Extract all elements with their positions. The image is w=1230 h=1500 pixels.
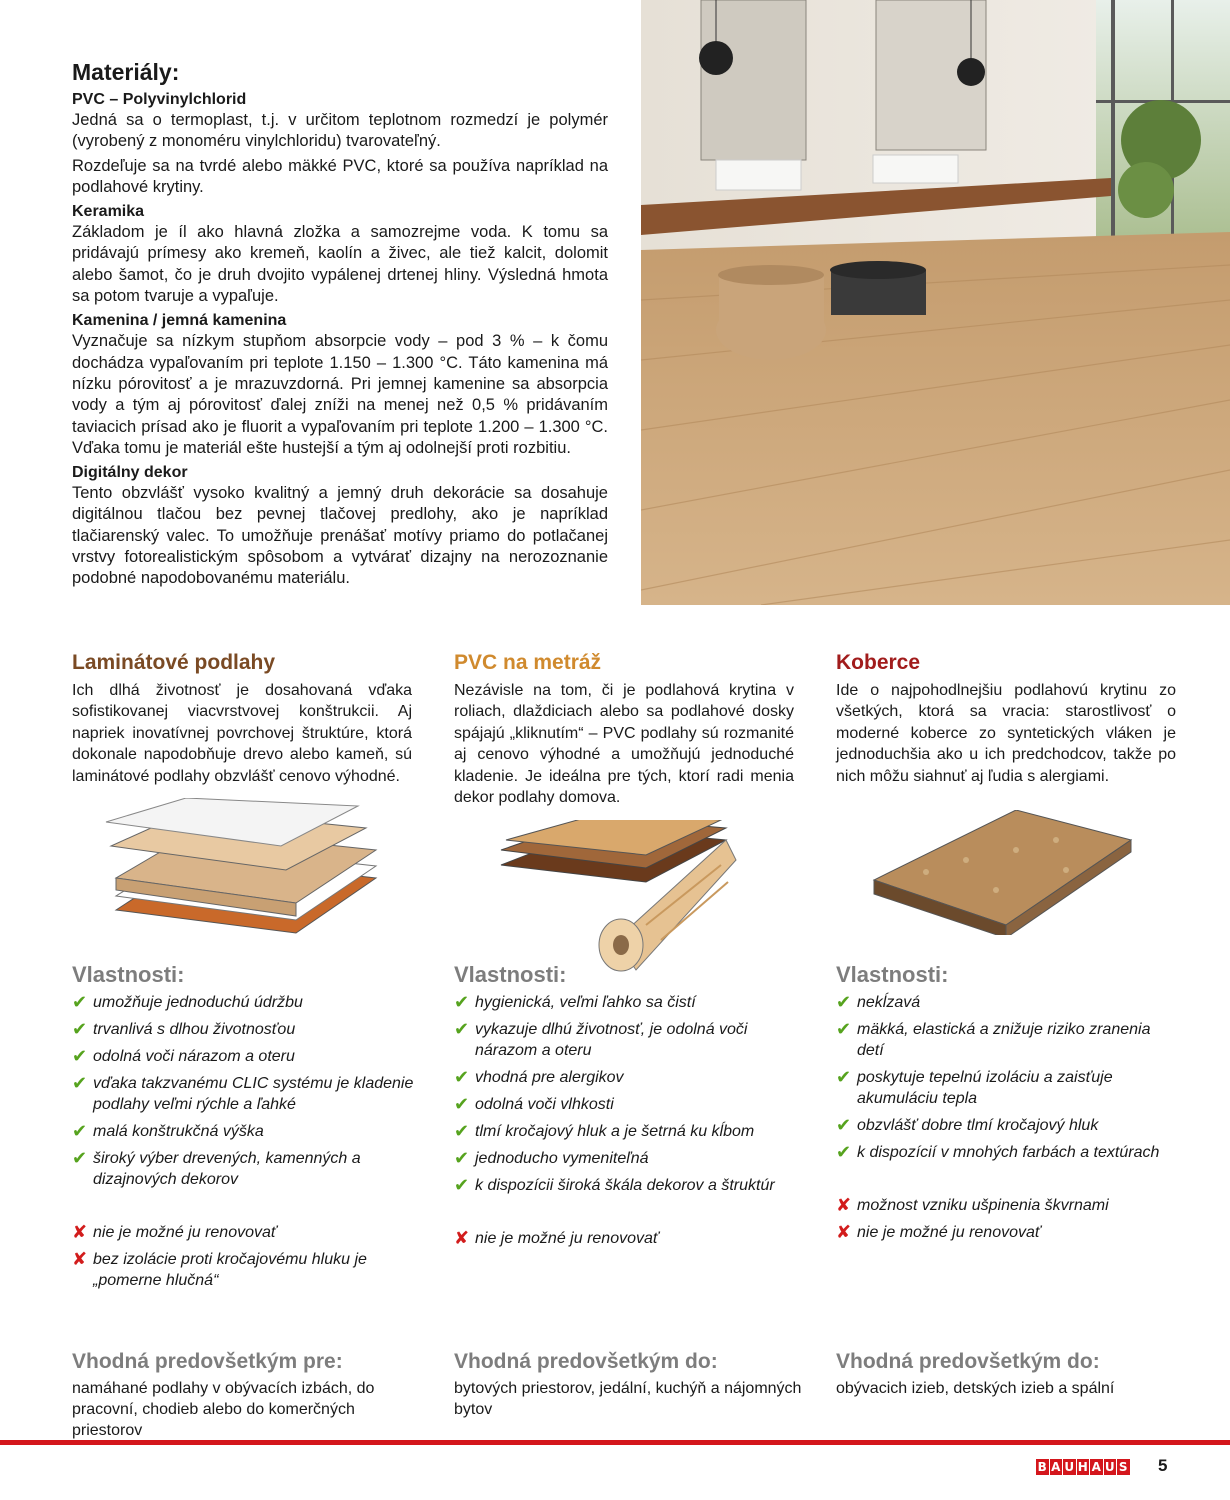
pvc-pro-item: ✔ odolná voči vlhkosti	[454, 1094, 614, 1114]
check-icon: ✔	[454, 1094, 470, 1114]
cross-icon: ✘	[836, 1195, 852, 1215]
carpet-title: Koberce	[836, 651, 921, 674]
cross-icon: ✘	[72, 1249, 88, 1269]
page-number: 5	[1158, 1456, 1168, 1475]
check-icon: ✔	[836, 992, 852, 1012]
cross-icon: ✘	[72, 1222, 88, 1242]
pvc-suitable-text: bytových priestorov, jedální, kuchýň a nájomných bytov	[454, 1380, 802, 1418]
pvc-con-item: ✘ nie je možné ju renovovať	[454, 1228, 659, 1248]
pvc-suitable-title: Vhodná predovšetkým do:	[454, 1350, 718, 1373]
check-icon: ✔	[72, 1073, 88, 1093]
carpet-pro-item: ✔ obzvlášť dobre tlmí kročajový hluk	[836, 1115, 1099, 1135]
carpet-pro-item: ✔ poskytuje tepelnú izoláciu a zaisťuje akumuláciu tepla	[836, 1067, 1113, 1107]
materials-title: Materiály:	[72, 59, 180, 85]
pvc-title: PVC na metráž	[454, 651, 602, 674]
laminate-column	[72, 648, 412, 787]
pvc-pro-item: ✔ hygienická, veľmi ľahko sa čistí	[454, 992, 696, 1012]
cross-icon: ✘	[454, 1228, 470, 1248]
laminate-pro-item: ✔ široký výber drevených, kamenných a dizajnových dekorov	[72, 1148, 361, 1188]
pvc-heading: PVC – Polyvinylchlorid	[72, 91, 247, 108]
check-icon: ✔	[454, 1148, 470, 1168]
carpet-layers-illustration	[866, 810, 1136, 935]
check-icon: ✔	[72, 1148, 88, 1168]
materials-section	[72, 58, 608, 593]
pvc-properties-title: Vlastnosti:	[454, 962, 567, 987]
pvc-properties	[454, 962, 799, 1255]
check-icon: ✔	[836, 1142, 852, 1162]
check-icon: ✔	[72, 1019, 88, 1039]
laminate-pro-item: ✔ umožňuje jednoduchú údržbu	[72, 992, 303, 1012]
check-icon: ✔	[454, 1067, 470, 1087]
carpet-pro-item: ✔ mäkká, elastická a znižuje riziko zranenia detí	[836, 1019, 1151, 1059]
cross-icon: ✘	[836, 1222, 852, 1242]
laminate-description: Ich dlhá životnosť je dosahovaná vďaka sofistikovanej viacvrstvovej konštrukcii. Aj napriek inovatívnej povrchovej štruktúre, ktorá dokonale napodobňuje drevo alebo kameň, sú laminátové podlahy obzvlášť cenovo výhodné.	[72, 682, 412, 785]
laminate-pro-item: ✔ malá konštrukčná výška	[72, 1121, 264, 1141]
check-icon: ✔	[454, 1019, 470, 1039]
bathroom-floor-photo	[641, 0, 1230, 605]
pvc-roll-illustration	[496, 820, 746, 975]
laminate-title: Laminátové podlahy	[72, 651, 276, 674]
ceramics-heading: Keramika	[72, 203, 145, 221]
laminate-con-item: ✘ nie je možné ju renovovať	[72, 1222, 277, 1242]
pvc-pro-item: ✔ vykazuje dlhú životnosť, je odolná voči nárazom a oteru	[454, 1019, 748, 1059]
laminate-suitable-text: namáhané podlahy v obývacích izbách, do pracovní, chodieb alebo do komerčných priestorov	[72, 1380, 375, 1439]
carpet-pro-item: ✔ nekĺzavá	[836, 992, 921, 1012]
pvc-pro-item: ✔ vhodná pre alergikov	[454, 1067, 624, 1087]
ceramics-paragraph: Základom je íl ako hlavná zložka a samozrejme voda. K tomu sa pridávajú prímesy ako kremeň, kaolín a živec, ale tiež kalcit, dolomit alebo šamot, čo je druh dvojito vypálenej drtenej hliny. Výsledná hmota sa potom tvaruje a vypaľuje.	[72, 223, 608, 306]
carpet-suitable	[836, 1348, 1186, 1399]
laminate-pro-item: ✔ odolná voči nárazom a oteru	[72, 1046, 295, 1066]
check-icon: ✔	[72, 1046, 88, 1066]
check-icon: ✔	[836, 1019, 852, 1039]
pvc-paragraph-1: Jedná sa o termoplast, t.j. v určitom teplotnom rozmedzí je polymér (vyrobený z monoméru vinylchloridu) tvarovateľný.	[72, 111, 608, 151]
laminate-pro-item: ✔ trvanlivá s dlhou životnosťou	[72, 1019, 296, 1039]
check-icon: ✔	[836, 1115, 852, 1135]
stoneware-paragraph: Vyznačuje sa nízkym stupňom absorpcie vody – pod 3 % – k čomu dochádza vypaľovaním pri teplote 1.150 – 1.300 °C. Táto kamenina má nízku pórovitosť a je mrazuvzdorná. Pri jemnej kamenine sa absorpcia vody a tým aj pórovitosť ďalej zníži na menej než 0,5 % pridávaním taviacich prísad ako je fluorit a vypaľovaním pri teplote 1.200 – 1.300 °C. Vďaka tomu je materiál ešte hustejší a tým aj odolnejší proti rozbitiu.	[72, 332, 608, 457]
pvc-description: Nezávisle na tom, či je podlahová krytina v roliach, dlaždiciach alebo sa podlahové dosky spájajú „kliknutím“ – PVC podlahy sú rozmanité aj cenovo výhodné a umožňujú jednoduché kladenie. Je ideálna pre tých, ktorí radi menia dekor podlahy domova.	[454, 682, 794, 807]
carpet-column	[836, 648, 1176, 787]
pvc-suitable	[454, 1348, 804, 1420]
carpet-suitable-text: obývacich izieb, detských izieb a spální	[836, 1380, 1115, 1397]
carpet-pro-item: ✔ k dispozícií v mnohých farbách a textúrach	[836, 1142, 1160, 1162]
check-icon: ✔	[72, 992, 88, 1012]
carpet-con-item: ✘ nie je možné ju renovovať	[836, 1222, 1041, 1242]
bauhaus-logo: B A U H A U S	[1037, 1460, 1128, 1474]
laminate-properties	[72, 962, 417, 1297]
pvc-paragraph-2: Rozdeľuje sa na tvrdé alebo mäkké PVC, ktoré sa používa napríklad na podlahové krytiny.	[72, 156, 608, 196]
laminate-suitable-title: Vhodná predovšetkým pre:	[72, 1350, 343, 1373]
carpet-con-item: ✘ možnost vzniku ušpinenia škvrnami	[836, 1195, 1109, 1215]
check-icon: ✔	[454, 1121, 470, 1141]
carpet-properties	[836, 962, 1181, 1249]
laminate-properties-title: Vlastnosti:	[72, 962, 185, 987]
check-icon: ✔	[72, 1121, 88, 1141]
laminate-layers-illustration	[96, 798, 386, 948]
laminate-pro-item: ✔ vďaka takzvanému CLIC systému je kladenie podlahy veľmi rýchle a ľahké	[72, 1073, 414, 1113]
carpet-suitable-title: Vhodná predovšetkým do:	[836, 1350, 1100, 1373]
laminate-suitable	[72, 1348, 422, 1441]
digital-decor-heading: Digitálny dekor	[72, 464, 188, 482]
footer-divider	[0, 1440, 1230, 1445]
check-icon: ✔	[454, 992, 470, 1012]
stoneware-heading: Kamenina / jemná kamenina	[72, 312, 287, 330]
digital-decor-paragraph: Tento obzvlášť vysoko kvalitný a jemný druh dekorácie sa dosahuje digitálnou tlačou bez pevnej tlačovej predlohy, ako je napríklad tlačiarenský valec. To umožňuje prenášať motívy priamo do potlačanej vrstvy fotorealistickým spôsobom a vytvárať dizajny na nerozoznanie podobné napodobovanému materiálu.	[72, 484, 608, 588]
pvc-pro-item: ✔ k dispozícii široká škála dekorov a štruktúr	[454, 1175, 775, 1195]
check-icon: ✔	[454, 1175, 470, 1195]
laminate-con-item: ✘ bez izolácie proti kročajovému hluku je „pomerne hlučná“	[72, 1249, 367, 1289]
carpet-description: Ide o najpohodlnejšiu podlahovú krytinu zo všetkých, ktorá sa vracia: starostlivosť o moderné koberce zo syntetických vláken je jednoduchšia ako u ich predchodcov, takže po nich môžu siahnuť aj ľudia s alergiami.	[836, 682, 1176, 785]
check-icon: ✔	[836, 1067, 852, 1087]
pvc-pro-item: ✔ jednoducho vymeniteľná	[454, 1148, 649, 1168]
pvc-pro-item: ✔ tlmí kročajový hluk a je šetrná ku kĺbom	[454, 1121, 755, 1141]
carpet-properties-title: Vlastnosti:	[836, 962, 949, 987]
pvc-column	[454, 648, 794, 808]
